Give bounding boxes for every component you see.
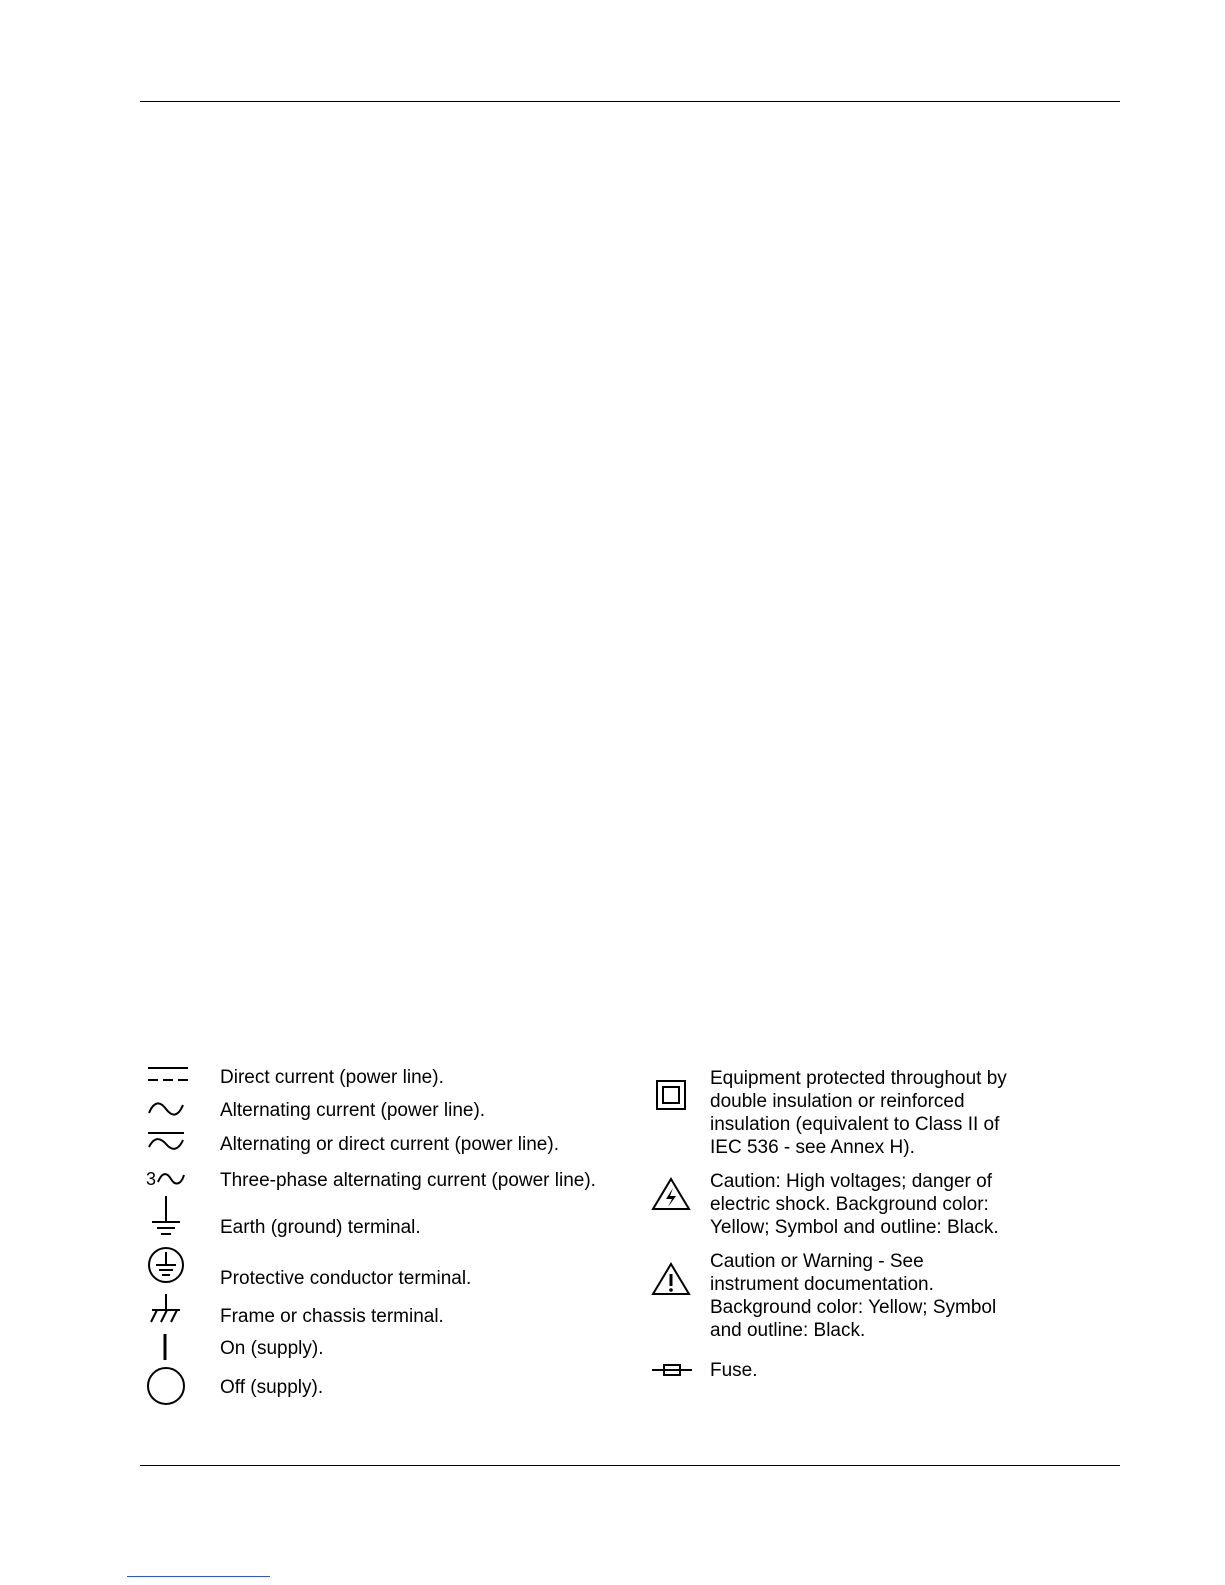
protective-conductor-label: Protective conductor terminal. xyxy=(220,1268,472,1289)
off-supply-icon xyxy=(146,1366,186,1406)
fuse-icon xyxy=(652,1363,692,1377)
off-supply-label: Off (supply). xyxy=(220,1377,324,1398)
three-phase-ac-icon xyxy=(157,1170,185,1188)
double-insulation-icon xyxy=(656,1080,686,1110)
high-voltage-caution-icon xyxy=(651,1177,691,1211)
footer-rule xyxy=(140,1465,1120,1466)
double-insulation-line: Equipment protected throughout by xyxy=(710,1068,1007,1089)
caution-warning-line: and outline: Black. xyxy=(710,1320,866,1341)
high-voltage-caution-line: Yellow; Symbol and outline: Black. xyxy=(710,1217,999,1238)
on-supply-label: On (supply). xyxy=(220,1338,324,1359)
direct-current-label: Direct current (power line). xyxy=(220,1067,444,1088)
double-insulation-line: insulation (equivalent to Class II of xyxy=(710,1114,1000,1135)
double-insulation-line: double insulation or reinforced xyxy=(710,1091,965,1112)
caution-warning-line: Background color: Yellow; Symbol xyxy=(710,1297,997,1318)
three-phase-ac-label: Three-phase alternating current (power line). xyxy=(220,1170,596,1191)
fuse-label: Fuse. xyxy=(710,1360,758,1381)
high-voltage-caution-line: electric shock. Background color: xyxy=(710,1194,989,1215)
alternating-current-icon xyxy=(148,1099,184,1119)
earth-ground-label: Earth (ground) terminal. xyxy=(220,1217,421,1238)
protective-conductor-icon xyxy=(147,1246,185,1284)
double-insulation-line: IEC 536 - see Annex H). xyxy=(710,1137,915,1158)
caution-warning-line: Caution or Warning - See xyxy=(710,1251,924,1272)
alternating-current-label: Alternating current (power line). xyxy=(220,1100,486,1121)
ac-or-dc-icon xyxy=(148,1131,184,1153)
frame-chassis-label: Frame or chassis terminal. xyxy=(220,1306,444,1327)
frame-chassis-icon xyxy=(148,1294,182,1324)
caution-warning-icon xyxy=(651,1262,691,1296)
earth-ground-icon xyxy=(152,1196,180,1238)
footer-link-underline[interactable] xyxy=(127,1576,270,1577)
on-supply-icon xyxy=(160,1334,170,1360)
header-rule xyxy=(140,101,1120,102)
direct-current-icon xyxy=(148,1066,188,1086)
three-phase-digit: 3 xyxy=(146,1169,157,1189)
high-voltage-caution-line: Caution: High voltages; danger of xyxy=(710,1171,993,1192)
ac-or-dc-label: Alternating or direct current (power line). xyxy=(220,1134,559,1155)
caution-warning-line: instrument documentation. xyxy=(710,1274,934,1295)
